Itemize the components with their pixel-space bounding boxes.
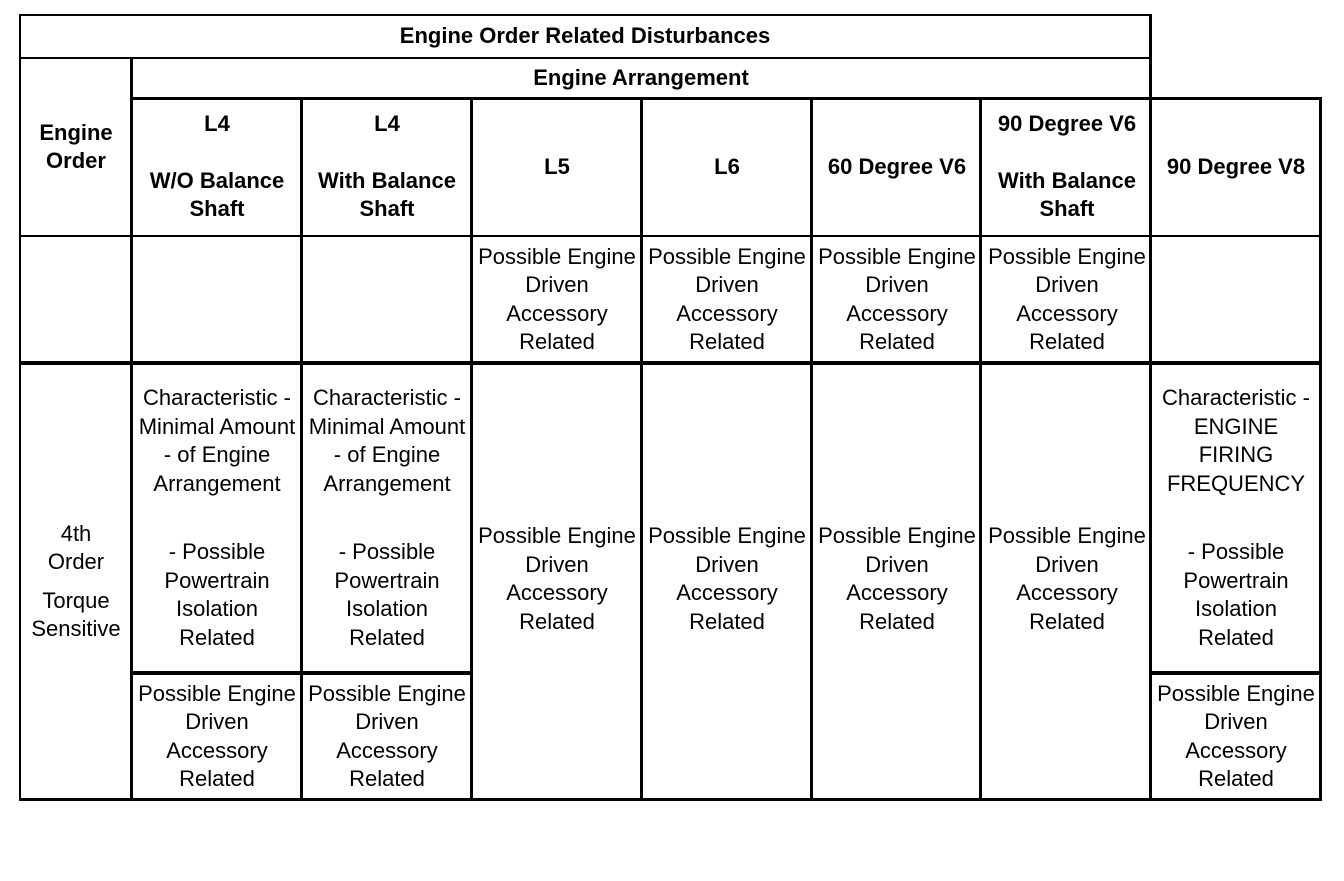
col-name: L6 xyxy=(714,153,740,179)
accessory-cell-l6-r2 xyxy=(642,363,812,881)
accessory-text: Possible Engine Driven Accessory Related xyxy=(1157,680,1315,791)
l4-wo-accessory-cell xyxy=(132,673,302,800)
col-header-l4-with-balance xyxy=(302,98,472,236)
powertrain-text: - Possible Powertrain Isolation Related xyxy=(1183,539,1289,650)
col-sub: With Balance Shaft xyxy=(318,167,456,222)
accessory-cell-l5-r2 xyxy=(472,363,642,881)
powertrain-text: - Possible Powertrain Isolation Related xyxy=(334,539,440,650)
accessory-cell-90v6-r1 xyxy=(982,236,1152,363)
v8-accessory-cell xyxy=(1152,673,1320,800)
accessory-text: Possible Engine Driven Accessory Related xyxy=(818,523,976,634)
accessory-cell-l6-r1 xyxy=(642,236,812,363)
l4-with-accessory-cell xyxy=(302,673,472,800)
col-header-l5 xyxy=(472,98,642,236)
l4-with-characteristic-cell xyxy=(302,363,472,673)
hline-header-bottom xyxy=(19,235,1322,237)
col-header-90-v8 xyxy=(1152,98,1320,236)
l4-wo-characteristic-cell xyxy=(132,363,302,673)
row-order-text: 4th Order xyxy=(47,520,105,574)
col-name: 90 Degree V6 xyxy=(997,111,1137,137)
accessory-cell-60v6-r2 xyxy=(812,363,982,881)
v8-characteristic-cell xyxy=(1152,363,1320,673)
accessory-text: Possible Engine Driven Accessory Related xyxy=(648,243,806,354)
engine-order-header xyxy=(20,58,132,236)
vline-left xyxy=(19,14,21,801)
accessory-text: Possible Engine Driven Accessory Related xyxy=(138,680,296,791)
vline-3 xyxy=(640,98,643,801)
accessory-text: Possible Engine Driven Accessory Related xyxy=(478,243,636,354)
col-sub: W/O Balance Shaft xyxy=(149,167,285,222)
col-name: 90 Degree V8 xyxy=(1166,153,1306,179)
accessory-text: Possible Engine Driven Accessory Related xyxy=(308,680,466,791)
vline-1 xyxy=(300,98,303,801)
accessory-cell-l5-r1 xyxy=(472,236,642,363)
row-sensitivity-text: Torque Sensitive xyxy=(31,587,121,641)
hline-title-bottom xyxy=(19,57,1151,59)
col-name: L5 xyxy=(544,153,570,179)
vline-title-right xyxy=(1149,14,1152,100)
hline-row1-bottom xyxy=(19,361,1322,365)
col-sub: With Balance Shaft xyxy=(998,167,1136,222)
accessory-text: Possible Engine Driven Accessory Related xyxy=(478,523,636,634)
hline-top xyxy=(19,14,1151,16)
row-4th-order-header xyxy=(20,363,132,800)
accessory-text: Possible Engine Driven Accessory Related xyxy=(988,243,1146,354)
vline-2 xyxy=(470,98,473,801)
characteristic-text: Characteristic - Minimal Amount - of Engine Arrangement xyxy=(138,385,296,496)
col-name: 60 Degree V6 xyxy=(827,153,967,179)
col-header-60-v6 xyxy=(812,98,982,236)
arrangement-header-text: Engine Arrangement xyxy=(533,64,749,90)
hline-v8-split xyxy=(1151,671,1322,675)
accessory-cell-60v6-r1 xyxy=(812,236,982,363)
vline-4 xyxy=(810,98,813,801)
col-name: L4 xyxy=(374,111,400,137)
powertrain-text: - Possible Powertrain Isolation Related xyxy=(164,539,270,650)
vline-5 xyxy=(979,98,982,801)
col-name: L4 xyxy=(204,111,230,137)
vline-6 xyxy=(1149,98,1152,801)
accessory-text: Possible Engine Driven Accessory Related xyxy=(818,243,976,354)
arrangement-header xyxy=(132,58,1150,98)
characteristic-text: Characteristic - ENGINE FIRING FREQUENCY xyxy=(1162,385,1310,496)
table-title xyxy=(20,15,1150,58)
accessory-text: Possible Engine Driven Accessory Related xyxy=(988,523,1146,634)
engine-order-header-text: Engine Order xyxy=(39,119,113,173)
characteristic-text: Characteristic - Minimal Amount - of Engine Arrangement xyxy=(308,385,466,496)
col-header-l6 xyxy=(642,98,812,236)
vline-right xyxy=(1319,98,1322,801)
hline-arrangement-bottom xyxy=(131,97,1322,100)
accessory-text: Possible Engine Driven Accessory Related xyxy=(648,523,806,634)
vline-order xyxy=(130,58,133,801)
accessory-cell-90v6-r2 xyxy=(982,363,1152,881)
table-title-text: Engine Order Related Disturbances xyxy=(399,23,771,49)
hline-bottom xyxy=(19,798,1322,801)
col-header-l4-wo-balance xyxy=(132,98,302,236)
col-header-90-v6 xyxy=(982,98,1152,236)
